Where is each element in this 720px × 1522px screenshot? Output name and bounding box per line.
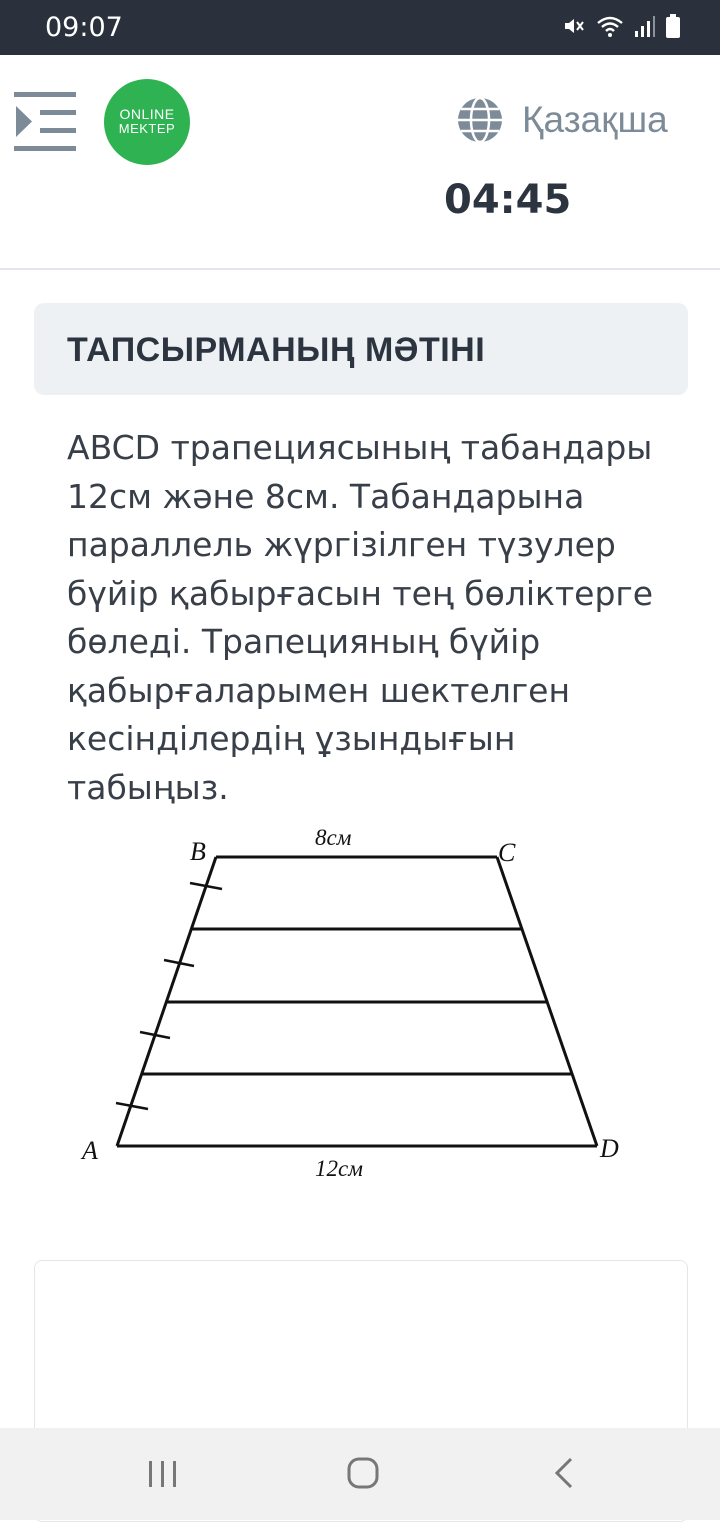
language-label: Қазақша: [522, 99, 668, 140]
task-title: ТАПСЫРМАНЫҢ МӘТІНІ: [67, 331, 486, 369]
logo-line1: ONLINE: [119, 106, 175, 122]
signal-icon: [634, 14, 656, 43]
menu-toggle-button[interactable]: [14, 92, 78, 152]
vertex-label-a: A: [82, 1136, 98, 1165]
online-mektep-logo[interactable]: [104, 79, 190, 165]
home-button[interactable]: [333, 1448, 393, 1498]
logo-line2: MEKTEP: [118, 121, 176, 136]
top-base-length: 8см: [315, 825, 352, 850]
back-icon: [535, 1448, 595, 1498]
recent-apps-button[interactable]: [132, 1448, 192, 1498]
wifi-icon: [596, 14, 624, 43]
vertex-label-b: B: [190, 837, 206, 866]
recent-apps-icon: [132, 1448, 192, 1498]
status-bar: [0, 0, 720, 55]
vertex-label-c: C: [498, 838, 516, 867]
globe-icon: [456, 96, 504, 144]
app-header: [0, 55, 720, 270]
back-button[interactable]: [535, 1448, 595, 1498]
question-text: ABCD трапециясының табандары 12см және 8см. Табандарына параллель жүргізілген түзулер бүйір қабырғасын тең бөліктерге бөледі. Трапецияның бүйір қабырғаларымен шектелген кесінділердің ұзындығын табыңыз.: [67, 428, 654, 807]
task-title-panel: [34, 303, 688, 395]
menu-collapse-icon: [14, 92, 78, 152]
vertex-label-d: D: [600, 1134, 619, 1163]
system-nav-bar: [0, 1428, 720, 1520]
battery-icon: [666, 14, 680, 43]
countdown-timer: 04:45: [444, 177, 572, 223]
bottom-base-length: 12см: [315, 1156, 363, 1181]
status-time: 09:07: [45, 12, 123, 43]
language-selector[interactable]: [456, 95, 668, 145]
home-icon: [333, 1448, 393, 1498]
mute-icon: [562, 14, 586, 43]
status-icons: [562, 14, 680, 43]
trapezoid-diagram: [70, 820, 650, 1190]
